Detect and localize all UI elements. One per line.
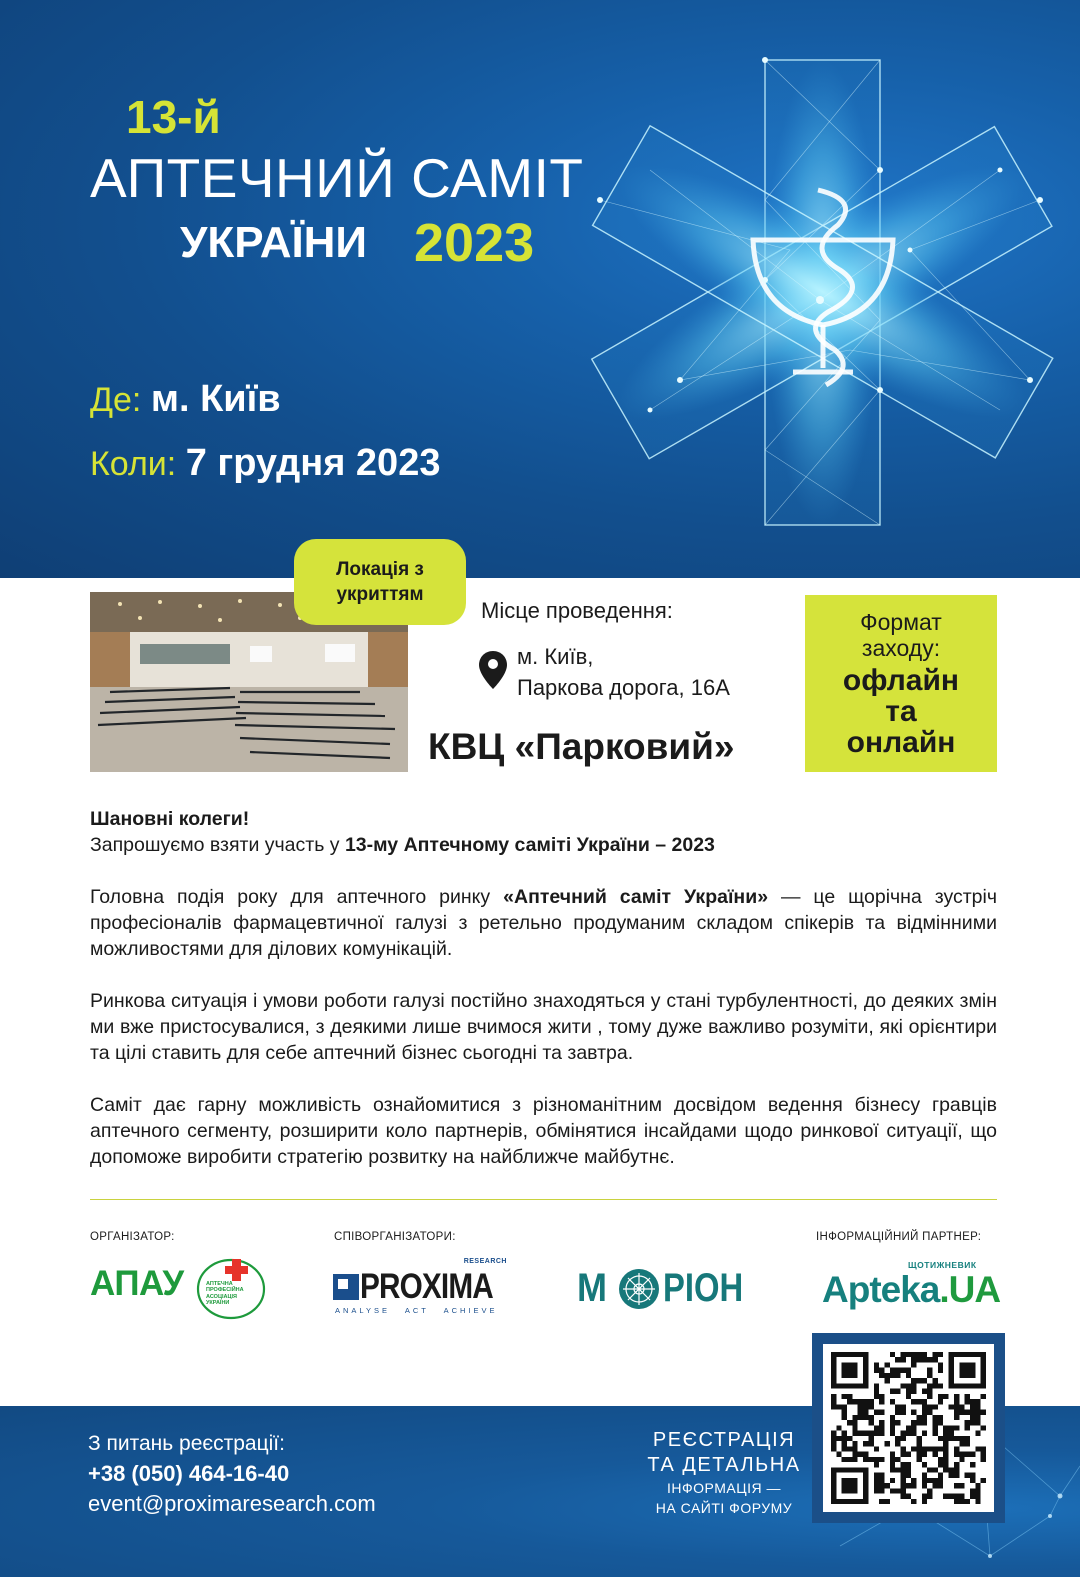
reg-line-2: ТА ДЕТАЛЬНА bbox=[647, 1454, 801, 1476]
proxima-square-icon bbox=[333, 1274, 359, 1300]
reg-line-3: ІНФОРМАЦІЯ — bbox=[667, 1480, 781, 1496]
morion-rest-text: РІОН bbox=[663, 1266, 744, 1310]
p1-bold: «Аптечний саміт України» bbox=[503, 886, 769, 908]
when-label: Коли: bbox=[90, 445, 177, 483]
venue-label: Місце проведення: bbox=[481, 598, 673, 623]
proxima-logo-text: PROXIMA bbox=[360, 1267, 493, 1306]
registration-email[interactable]: event@proximaresearch.com bbox=[88, 1491, 376, 1516]
medical-star-icon bbox=[590, 50, 1060, 530]
event-format-box bbox=[805, 595, 997, 772]
reg-line-4: НА САЙТІ ФОРУМУ bbox=[655, 1500, 793, 1516]
proxima-top-text: RESEARCH bbox=[463, 1258, 507, 1265]
morion-letter-m: М bbox=[577, 1266, 607, 1310]
morion-ornament-icon bbox=[617, 1267, 661, 1311]
where-label: Де: bbox=[90, 381, 142, 419]
venue-name: КВЦ «Парковий» bbox=[428, 726, 735, 767]
section-divider bbox=[90, 1199, 997, 1200]
apau-sub-3: АСОЦІАЦІЯ bbox=[206, 1293, 237, 1300]
event-title: АПТЕЧНИЙ САМІТ bbox=[90, 147, 584, 209]
format-value-3: онлайн bbox=[846, 726, 956, 759]
organizer-label: ОРГАНІЗАТОР: bbox=[90, 1231, 175, 1243]
invite-bold: 13-му Аптечному саміті України – 2023 bbox=[344, 834, 715, 856]
paragraph-1 bbox=[90, 884, 997, 962]
where-value: м. Київ bbox=[150, 378, 281, 420]
shelter-badge: Локація з укриттям bbox=[294, 539, 466, 625]
format-value-2: та bbox=[885, 695, 917, 728]
apteka-suffix: .UA bbox=[939, 1269, 1001, 1310]
apau-sub-2: ПРОФЕСІЙНА bbox=[206, 1287, 244, 1294]
reg-line-1: РЕЄСТРАЦІЯ bbox=[652, 1429, 796, 1451]
proxima-tagline: ANALYSE ACT ACHIEVE bbox=[335, 1306, 498, 1315]
registration-phone[interactable]: +38 (050) 464-16-40 bbox=[88, 1461, 290, 1486]
venue-street: Паркова дорога, 16А bbox=[517, 675, 730, 700]
format-value-1: офлайн bbox=[842, 664, 960, 697]
edition-number: 13-й bbox=[126, 91, 221, 143]
greeting: Шановні колеги! bbox=[90, 808, 250, 830]
p1-rest: — це щорічна зустріч професіоналів фармацевтичної галузі з ретельно продуманим складом спікерів та відмінними можливостями для ділових комунікацій. bbox=[90, 886, 998, 960]
invite-prefix: Запрошуємо взяти участь у bbox=[90, 834, 345, 856]
p1-prefix: Головна подія року для аптечного ринку bbox=[90, 886, 504, 908]
apau-logo-text: АПАУ bbox=[90, 1264, 184, 1303]
paragraph-2: Ринкова ситуація і умови роботи галузі постійно знаходяться у стані турбулентності, до деяких змін ми вже пристосувалися, з деякими лише вчимося жити , тому дуже важливо розуміти, які орієнтири та цілі ставить для себе аптечний бізнес сьогодні та завтра. bbox=[90, 990, 997, 1064]
venue-city: м. Київ, bbox=[517, 644, 594, 669]
apteka-name: Apteka bbox=[822, 1269, 940, 1310]
event-year: 2023 bbox=[414, 213, 535, 273]
info-partner-label: ІНФОРМАЦІЙНИЙ ПАРТНЕР: bbox=[816, 1231, 982, 1243]
apteka-ua-logo bbox=[822, 1260, 1000, 1316]
format-label-1: Формат bbox=[860, 609, 942, 635]
apteka-top-text: ЩОТИЖНЕВИК bbox=[908, 1260, 977, 1270]
proxima-logo bbox=[333, 1258, 511, 1316]
event-country: УКРАЇНИ bbox=[180, 218, 368, 267]
qr-code[interactable] bbox=[812, 1333, 1005, 1523]
qr-code-icon bbox=[831, 1352, 986, 1504]
invitation-text bbox=[90, 806, 997, 1170]
registration-info bbox=[636, 1428, 812, 1518]
event-date bbox=[90, 442, 440, 485]
coorganizers-label: СПІВОРГАНІЗАТОРИ: bbox=[334, 1231, 456, 1243]
apau-sub-4: УКРАЇНИ bbox=[206, 1300, 230, 1307]
format-label-2: заходу: bbox=[861, 635, 941, 661]
location-pin-icon bbox=[478, 650, 508, 690]
venue-address bbox=[517, 641, 730, 703]
apau-sub-1: АПТЕЧНА bbox=[206, 1281, 233, 1287]
when-value: 7 грудня 2023 bbox=[185, 442, 441, 484]
apau-logo bbox=[90, 1256, 266, 1320]
hero-banner bbox=[0, 0, 1080, 578]
morion-logo bbox=[577, 1264, 755, 1316]
event-location bbox=[90, 378, 281, 421]
paragraph-3: Саміт дає гарну можливість ознайомитися з різноманітним досвідом ведення бізнесу гравців аптечного сегменту, розширити коло партнерів, обмінятися інсайдами щодо ринкової ситуації, що допоможе виробити стратегію розвитку на найближче майбутнє. bbox=[90, 1094, 997, 1168]
registration-question: З питань реєстрації: bbox=[88, 1432, 285, 1455]
